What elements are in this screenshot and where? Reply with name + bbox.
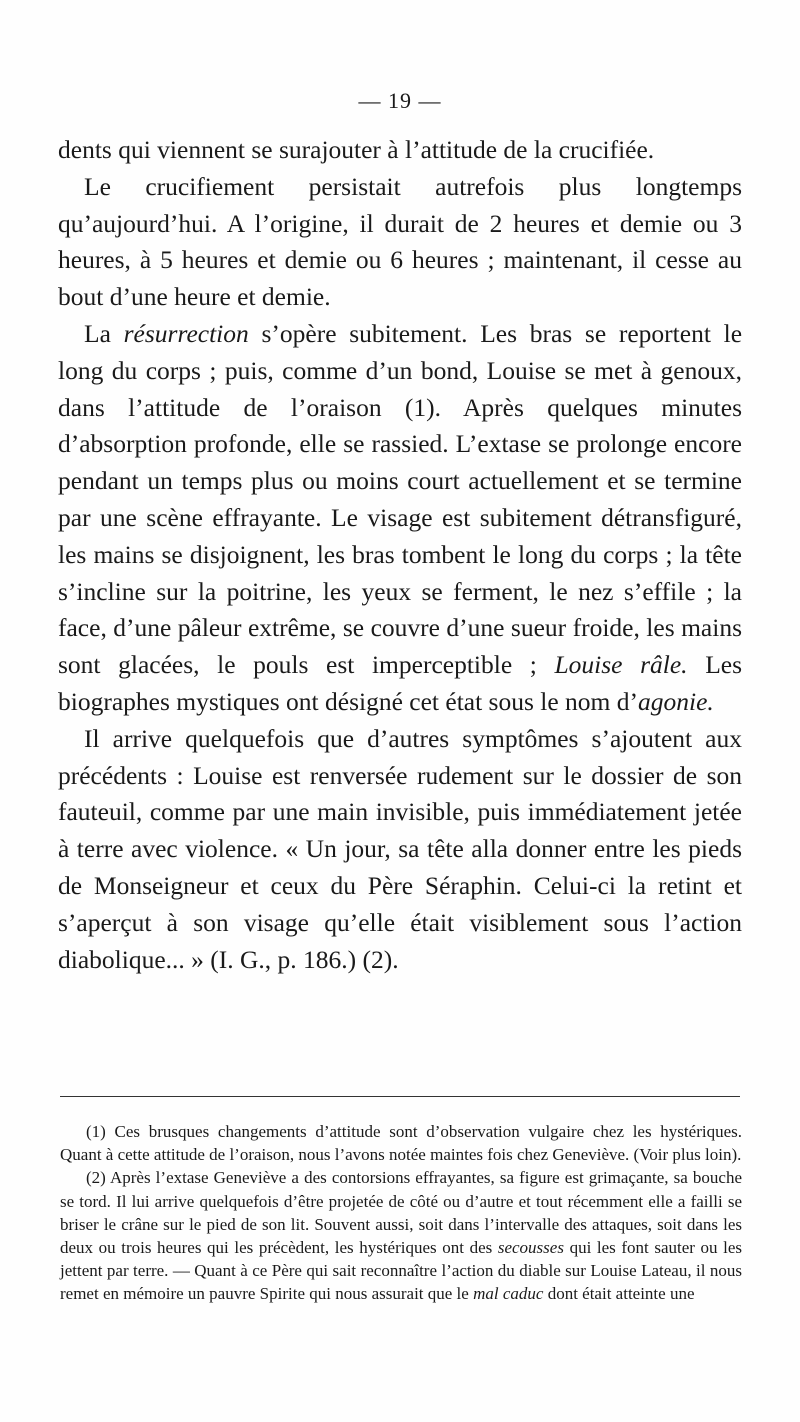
term-secousses: secousses [497, 1238, 564, 1258]
resurrection-description: s’opère subitement. Les bras se reportent le long du corps ; puis, comme d’un bond, Louise se met à genoux, dans l’attitude de l’oraison (1). Après quelques minutes d’absorption profonde, elle se rassied. L’extase se prolonge encore pendant un temps plus ou moins court actuellement et se termine par une scène effrayante. Le visage est subitement détransfiguré, les mains se disjoignent, les bras tombent le long du corps ; la tête s’incline sur la poitrine, les yeux se ferment, le nez s’effile ; la face, d’une pâleur extrême, se couvre d’une sueur froide, les mains sont glacées, le pouls est imperceptible ; [58, 318, 743, 680]
page-number: — 19 — [358, 88, 442, 113]
resurrection-intro: La [84, 318, 111, 348]
paragraph-symptomes: Il arrive quelquefois que d’autres symptômes s’ajoutent aux précédents : Louise est renversée rudement sur le dossier de son fauteuil, comme par une main invisible, puis immédiatement jetée à terre avec violence. « Un jour, sa tête alla donner entre les pieds de Monseigneur et ceux du Père Séraphin. Celui-ci la retint et s’aperçut à son visage qu’elle était visiblement sous l’action diabolique... » (I. G., p. 186.) (2). [58, 723, 742, 974]
main-text [58, 132, 742, 978]
agonie-prefix: d’ [616, 686, 639, 716]
term-mal-caduc: mal caduc [473, 1284, 544, 1304]
footnote-divider [60, 1096, 740, 1097]
term-resurrection: résurrection [123, 318, 249, 348]
biographes-text: Les biographes mystiques ont désigné cet état sous le nom [58, 650, 743, 716]
footnote-2-start: (2) Après l’extase Geneviève a des contorsions effrayantes, sa figure est grimaçante, sa bouche se tord. Il lui arrive quelquefois d’être projetée de côté ou d’autre et tout récemment elle a failli se briser le crâne sur le pied de son lit. Souvent aussi, soit dans l’intervalle des attaques, soit dans les deux ou trois heures qui les précèdent, les hystériques ont des [60, 1168, 742, 1258]
footnotes [60, 1120, 742, 1306]
footnote-1: (1) Ces brusques changements d’attitude sont d’observation vulgaire chez les hystériques. Quant à cette attitude de l’oraison, nous l’avons notée maintes fois chez Geneviève. (Voir plus loin). [60, 1122, 742, 1165]
footnote-2 [60, 1166, 742, 1305]
louise-rale: Louise râle. [554, 650, 688, 680]
footnote-2-end: dont était atteinte une [547, 1284, 695, 1304]
paragraph-continuation: dents qui viennent se surajouter à l’attitude de la crucifiée. [58, 135, 655, 164]
footnote-2-middle: qui les font sauter ou les jettent par terre. — Quant à ce Père qui sait reconnaître l’action du diable sur Louise Lateau, il nous remet en mémoire un pauvre Spirite qui nous assurait que le [60, 1238, 743, 1304]
paragraph-resurrection [58, 316, 742, 721]
paragraph-crucifiement: Le crucifiement persistait autrefois plus longtemps qu’aujourd’hui. A l’origine, il durait de 2 heures et demie ou 3 heures, à 5 heures et demie ou 6 heures ; maintenant, il cesse au bout d’une heure et demie. [58, 171, 742, 312]
term-agonie: agonie. [638, 686, 714, 716]
